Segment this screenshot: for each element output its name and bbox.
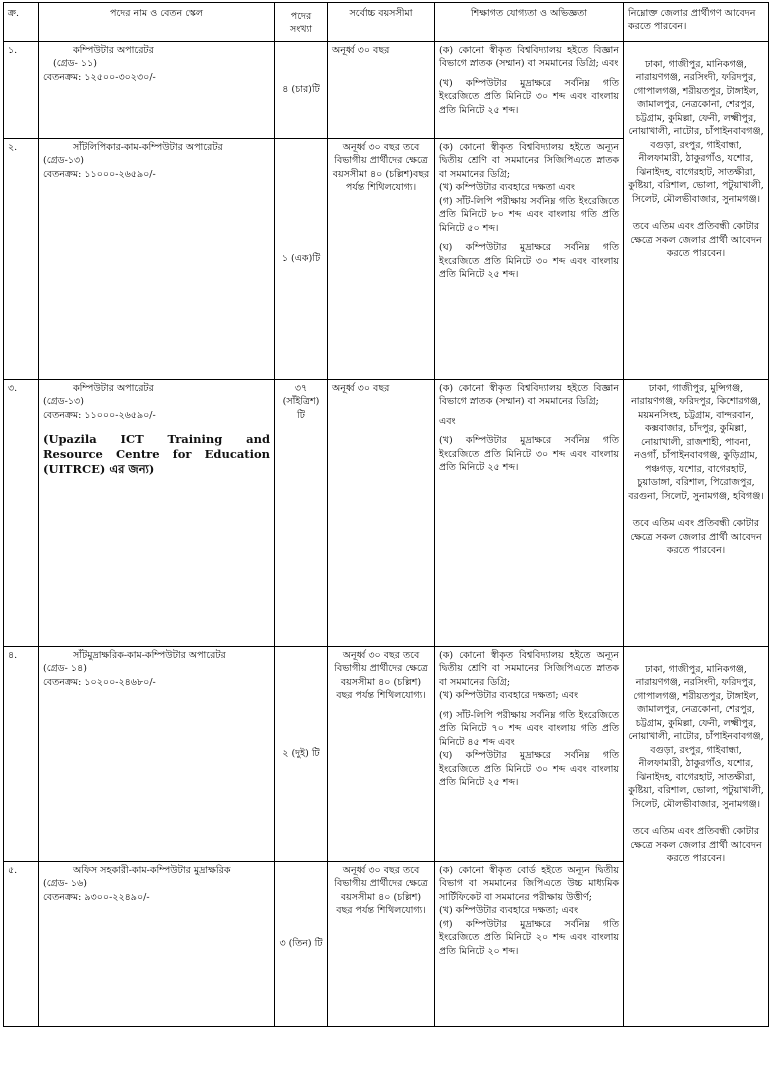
qualification-cell xyxy=(435,647,624,862)
qualification-item: (ক) কোনো স্বীকৃত বিশ্ববিদ্যালয় হইতে অন্যূন দ্বিতীয় শ্রেণি বা সমমানের সিজিপিএতে স্নাতক বা সমমানের ডিগ্রি; xyxy=(439,650,619,688)
qualification-cell xyxy=(435,862,624,1027)
age-limit: অনূর্ধ্ব ৩০ বছর xyxy=(328,380,435,647)
row-serial: ৫. xyxy=(4,862,39,1027)
post-grade: (গ্রেড- ১৬) xyxy=(43,878,87,890)
district-list: ঢাকা, গাজীপুর, মানিকগঞ্জ, নারায়ণগঞ্জ, নরসিংদী, ফরিদপুর, গোপালগঞ্জ, শরীয়তপুর, টাঙ্গাইল, জামালপুর, নেত্রকোনা, শেরপুর, চট্টগ্রাম, কুমিল্লা, ফেনী, লক্ষ্মীপুর, নোয়াখালী, নাটোর, চাঁপাইনবাবগঞ্জ, বগুড়া, রংপুর, গাইবান্ধা, নীলফামারী, ঠাকুরগাঁও, যশোর, ঝিনাইদহ, বাগেরহাট, সাতক্ষীরা, কুষ্টিয়া, বরিশাল, ভোলা, পটুয়াখালী, সিলেট, মৌলভীবাজার, সুনামগঞ্জ। xyxy=(628,664,764,810)
quota-note: তবে এতিম এবং প্রতিবন্ধী কোটার ক্ষেত্রে সকল জেলার প্রার্থী আবেদন করতে পারবেন। xyxy=(630,221,762,260)
qualification-item: (খ) কম্পিউটার ব্যবহারে দক্ষতা; এবং xyxy=(439,905,579,917)
qualification-item: (খ) কম্পিউটার মুদ্রাক্ষরে সর্বনিম্ন গতি ইংরেজিতে প্রতি মিনিটে ৩০ শব্দ এবং বাংলায় প্রতি মিনিটে ২৫ শব্দ। xyxy=(439,435,619,474)
post-count: ৩৭ (সাঁইত্রিশ) টি xyxy=(275,380,328,647)
eligible-districts-cell xyxy=(624,380,769,647)
age-limit: অনূর্ধ্ব ৩০ বছর xyxy=(328,42,435,139)
post-name-cell xyxy=(39,862,275,1027)
post-count: ১ (এক)টি xyxy=(275,139,328,380)
qualification-item: (ঘ) কম্পিউটার মুদ্রাক্ষরে সর্বনিম্ন গতি ইংরেজিতে প্রতি মিনিটে ৩০ শব্দ এবং বাংলায় প্রতি মিনিটে ২৫ শব্দ। xyxy=(439,750,619,789)
post-grade: (গ্রেড- ১৪) xyxy=(43,663,87,675)
post-title: অফিস সহকারী-কাম-কম্পিউটার মুদ্রাক্ষরিক xyxy=(73,865,231,876)
header-serial: ক্র. xyxy=(4,3,39,42)
qualification-cell xyxy=(435,139,624,380)
qualification-item: এবং xyxy=(439,415,456,427)
quota-note: তবে এতিম এবং প্রতিবন্ধী কোটার ক্ষেত্রে সকল জেলার প্রার্থী আবেদন করতে পারবেন। xyxy=(630,826,762,865)
header-post-count: পদের সংখ্যা xyxy=(275,3,328,42)
pay-scale: বেতনক্রম: ১১০০০-২৬৫৯০/- xyxy=(43,168,156,180)
table-header-row xyxy=(4,3,769,42)
qualification-cell xyxy=(435,380,624,647)
row-serial: ৪. xyxy=(4,647,39,862)
qualification-item: (ক) কোনো স্বীকৃত বোর্ড হইতে অন্যূন দ্বিতীয় বিভাগ বা সমমানের জিপিএতে উচ্চ মাধ্যমিক সার্টিফিকেট বা সমমানের পরীক্ষায় উত্তীর্ণ; xyxy=(439,865,619,903)
job-positions-table xyxy=(3,2,769,1027)
table-row xyxy=(4,42,769,139)
header-age-limit: সর্বোচ্চ বয়সসীমা xyxy=(328,3,435,42)
qualification-item: (ক) কোনো স্বীকৃত বিশ্ববিদ্যালয় হইতে বিজ্ঞান বিভাগে স্নাতক (সম্মান) বা সমমানের ডিগ্রি; xyxy=(439,383,619,408)
row-serial: ১. xyxy=(4,42,39,139)
pay-scale: বেতনক্রম: ৯৩০০-২২৪৯০/- xyxy=(43,891,150,903)
post-count: ২ (দুই) টি xyxy=(275,647,328,862)
table-row xyxy=(4,380,769,647)
post-name-cell xyxy=(39,380,275,647)
qualification-item: (গ) সাঁট-লিপি পরীক্ষায় সর্বনিম্ন গতি ইংরেজিতে প্রতি মিনিটে ৭০ শব্দ এবং বাংলায় গতি প্রতি মিনিটে ৪৫ শব্দ এবং xyxy=(439,709,619,748)
post-grade: (গ্রেড-১৩) xyxy=(43,155,84,167)
age-limit: অনূর্ধ্ব ৩০ বছর তবে বিভাগীয় প্রার্থীদের ক্ষেত্রে বয়সসীমা ৪০ (চল্লিশ) বছর পর্যন্ত শিথিলযোগ্য। xyxy=(328,647,435,862)
district-list: ঢাকা, গাজীপুর, মানিকগঞ্জ, নারায়ণগঞ্জ, নরসিংদী, ফরিদপুর, গোপালগঞ্জ, শরীয়তপুর, টাঙ্গাইল, জামালপুর, নেত্রকোনা, শেরপুর, চট্টগ্রাম, কুমিল্লা, ফেনী, লক্ষ্মীপুর, নোয়াখালী, নাটোর, চাঁপাইনবাবগঞ্জ, বগুড়া, রংপুর, গাইবান্ধা, নীলফামারী, ঠাকুরগাঁও, যশোর, ঝিনাইদহ, বাগেরহাট, সাতক্ষীরা, কুষ্টিয়া, বরিশাল, ভোলা, পটুয়াখালী, সিলেট, মৌলভীবাজার, সুনামগঞ্জ। xyxy=(628,59,764,205)
post-grade: (গ্রেড- ১১) xyxy=(53,58,97,70)
qualification-cell xyxy=(435,42,624,139)
pay-scale: বেতনক্রম: ১১০০০-২৬৫৯০/- xyxy=(43,409,156,421)
header-eligible-districts: নিম্নোক্ত জেলার প্রার্থীগণ আবেদন করতে পারবেন। xyxy=(624,3,769,42)
post-name-cell xyxy=(39,647,275,862)
pay-scale: বেতনক্রম: ১২৫০০-৩০২৩০/- xyxy=(43,71,156,83)
qualification-item: (খ) কম্পিউটার ব্যবহারে দক্ষতা; এবং xyxy=(439,690,579,702)
eligible-districts-cell xyxy=(624,647,769,1027)
qualification-item: (খ) কম্পিউটার ব্যবহারে দক্ষতা এবং xyxy=(439,182,575,194)
post-count: ৪ (চার)টি xyxy=(275,42,328,139)
pay-scale: বেতনক্রম: ১০২০০-২৪৬৮০/- xyxy=(43,676,156,688)
qualification-item: (ঘ) কম্পিউটার মুদ্রাক্ষরে সর্বনিম্ন গতি ইংরেজিতে প্রতি মিনিটে ৩০ শব্দ এবং বাংলায় প্রতি মিনিটে ২৫ শব্দ। xyxy=(439,242,619,281)
header-qualification: শিক্ষাগত যোগ্যতা ও অভিজ্ঞতা xyxy=(435,3,624,42)
row-serial: ৩. xyxy=(4,380,39,647)
post-title: কম্পিউটার অপারেটর xyxy=(73,45,154,56)
job-circular-table-page xyxy=(0,2,764,1084)
post-title: সাঁটলিপিকার-কাম-কম্পিউটার অপারেটর xyxy=(73,142,223,153)
qualification-item: (গ) সাঁট-লিপি পরীক্ষায় সর্বনিম্ন গতি ইংরেজিতে প্রতি মিনিটে ৮০ শব্দ এবং বাংলায় গতি প্রতি মিনিটে ৫০ শব্দ। xyxy=(439,195,619,234)
post-note-uitrce: (Upazila ICT Training and Resource Centre for Education (UITRCE) এর জন্য) xyxy=(43,432,270,477)
age-limit: অনূর্ধ্ব ৩০ বছর তবে বিভাগীয় প্রার্থীদের ক্ষেত্রে বয়সসীমা ৪০ (চল্লিশ)বছর পর্যন্ত শিথিলযোগ্য। xyxy=(328,139,435,380)
qualification-item: (গ) কম্পিউটার মুদ্রাক্ষরে সর্বনিম্ন গতি ইংরেজিতে প্রতি মিনিটে ২০ শব্দ এবং বাংলায় প্রতি মিনিটে ২০ শব্দ। xyxy=(439,918,619,957)
age-limit: অনূর্ধ্ব ৩০ বছর তবে বিভাগীয় প্রার্থীদের ক্ষেত্রে বয়সসীমা ৪০ (চল্লিশ) বছর পর্যন্ত শিথিলযোগ্য। xyxy=(328,862,435,1027)
post-grade: (গ্রেড-১৩) xyxy=(43,396,84,408)
eligible-districts-cell xyxy=(624,42,769,380)
row-serial: ২. xyxy=(4,139,39,380)
post-count: ৩ (তিন) টি xyxy=(275,862,328,1027)
post-name-cell xyxy=(39,139,275,380)
district-list: ঢাকা, গাজীপুর, মুন্সিগঞ্জ, নারায়ণগঞ্জ, ফরিদপুর, কিশোরগঞ্জ, ময়মনসিংহ, চট্টগ্রাম, বান্দরবান, কক্সবাজার, চাঁদপুর, কুমিল্লা, নোয়াখালী, রাজশাহী, পাবনা, নওগাঁ, চাঁপাইনবাবগঞ্জ, কুড়িগ্রাম, পঞ্চগড়, যশোর, বাগেরহাট, চুয়াডাঙ্গা, বরিশাল, পিরোজপুর, বরগুনা, সিলেট, সুনামগঞ্জ, হবিগঞ্জ। xyxy=(628,383,764,502)
qualification-item: (খ) কম্পিউটার মুদ্রাক্ষরে সর্বনিম্ন গতি ইংরেজিতে প্রতি মিনিটে ৩০ শব্দ এবং বাংলায় প্রতি মিনিটে ২৫ শব্দ। xyxy=(439,77,619,116)
qualification-item: (ক) কোনো স্বীকৃত বিশ্ববিদ্যালয় হইতে অন্যূন দ্বিতীয় শ্রেণি বা সমমানের সিজিপিএতে স্নাতক বা সমমানের ডিগ্রি; xyxy=(439,142,619,180)
quota-note: তবে এতিম এবং প্রতিবন্ধী কোটার ক্ষেত্রে সকল জেলার প্রার্থী আবেদন করতে পারবেন। xyxy=(630,518,762,557)
post-title: কম্পিউটার অপারেটর xyxy=(73,383,154,394)
post-name-cell xyxy=(39,42,275,139)
table-row xyxy=(4,647,769,862)
header-post-name: পদের নাম ও বেতন স্কেল xyxy=(39,3,275,42)
post-title: সাঁটমুদ্রাক্ষরিক-কাম-কম্পিউটার অপারেটর xyxy=(73,650,226,661)
qualification-item: (ক) কোনো স্বীকৃত বিশ্ববিদ্যালয় হইতে বিজ্ঞান বিভাগে স্নাতক (সম্মান) বা সমমানের ডিগ্রি; এবং xyxy=(439,45,619,70)
